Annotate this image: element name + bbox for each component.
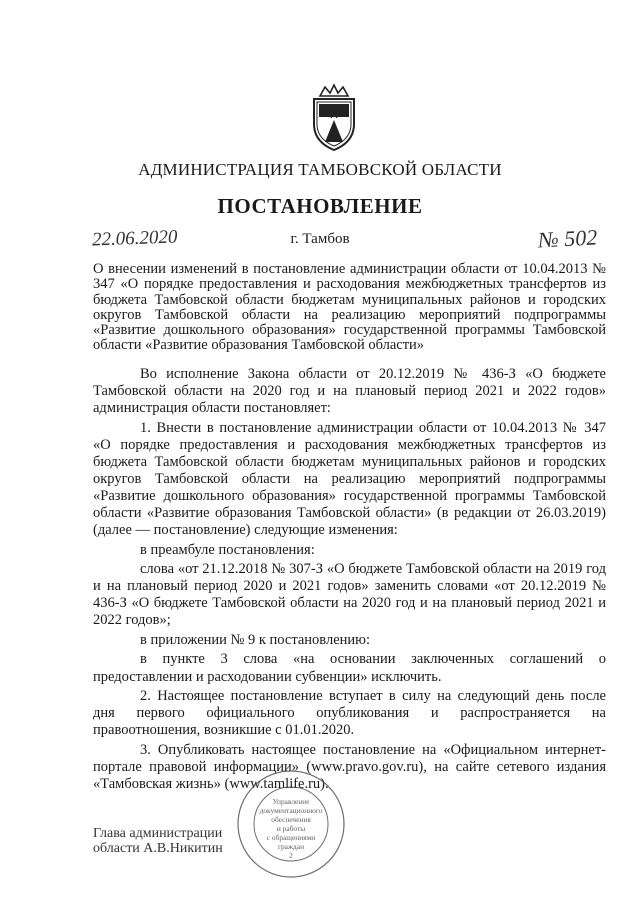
stamp-line: граждан [277, 842, 305, 851]
document-city: г. Тамбов [290, 231, 350, 247]
body-paragraph: 3. Опубликовать настоящее постановление на «Официальном интернет-портале правовой информации» (www.pravo.gov.ru), на сайте сетевого издания «Тамбовская жизнь» (www.tamlife.ru). [93, 741, 606, 792]
document-number: № 502 [537, 224, 598, 253]
body-paragraph: слова «от 21.12.2018 № 307-З «О бюджете Тамбовской области на 2019 год и на плановый период 2020 и 2021 годов» заменить словами «от 20.12.2019 № 436-З «О бюджете Тамбовской области на 2020 год и на плановый период 2021 и 2022 годов»; [93, 561, 606, 629]
stamp-line: документационного [259, 806, 323, 815]
body-paragraph: в приложении № 9 к постановлению: [140, 631, 371, 648]
signature-name: области А.В.Никитин [93, 841, 223, 856]
stamp-line: 2 [289, 851, 293, 860]
signature-block [93, 826, 223, 856]
organization-title: АДМИНИСТРАЦИЯ ТАМБОВСКОЙ ОБЛАСТИ [138, 160, 502, 179]
stamp-line: обеспечения [271, 815, 311, 824]
document-type: ПОСТАНОВЛЕНИЕ [217, 194, 423, 218]
body-paragraph: в пункте 3 слова «на основании заключенных соглашений о предоставлении и расходовании субвенции» исключить. [93, 651, 606, 685]
body-paragraph: 2. Настоящее постановление вступает в силу на следующий день после дня первого официального опубликования и распространяется на правоотношения, возникшие с 01.01.2020. [93, 688, 606, 739]
signature-title: Глава администрации [93, 826, 223, 841]
coat-of-arms-icon [305, 82, 363, 152]
stamp-line: с обращениями [266, 833, 316, 842]
document-body [93, 366, 606, 795]
round-stamp-icon [235, 768, 347, 880]
document-subject: О внесении изменений в постановление администрации области от 10.04.2013 № 347 «О порядке предоставления и расходования межбюджетных трансфертов из бюджета Тамбовской области бюджетам муниципальных районов и городских округов Тамбовской области на реализацию мероприятий подпрограммы «Развитие дошкольного образования» государственной программы Тамбовской области «Развитие образования Тамбовской области» [93, 261, 606, 354]
body-paragraph: 1. Внести в постановление администрации области от 10.04.2013 № 347 «О порядке предоставления и расходования межбюджетных трансфертов из бюджета Тамбовской области бюджетам муниципальных районов и городских округов Тамбовской области на реализацию мероприятий подпрограммы «Развитие дошкольного образования» государственной программы Тамбовской области «Развитие образования Тамбовской области» (в редакции от 26.03.2019) (далее — постановление) следующие изменения: [93, 419, 606, 539]
stamp-line: и работы [276, 824, 306, 833]
document-date: 22.06.2020 [91, 226, 178, 251]
body-paragraph: Во исполнение Закона области от 20.12.2019 № 436-З «О бюджете Тамбовской области на 2020 год и на плановый период 2021 и 2022 годов» администрация области постановляет: [93, 366, 606, 417]
body-paragraph: в преамбуле постановления: [140, 541, 315, 558]
stamp-line: Управление [272, 797, 310, 806]
